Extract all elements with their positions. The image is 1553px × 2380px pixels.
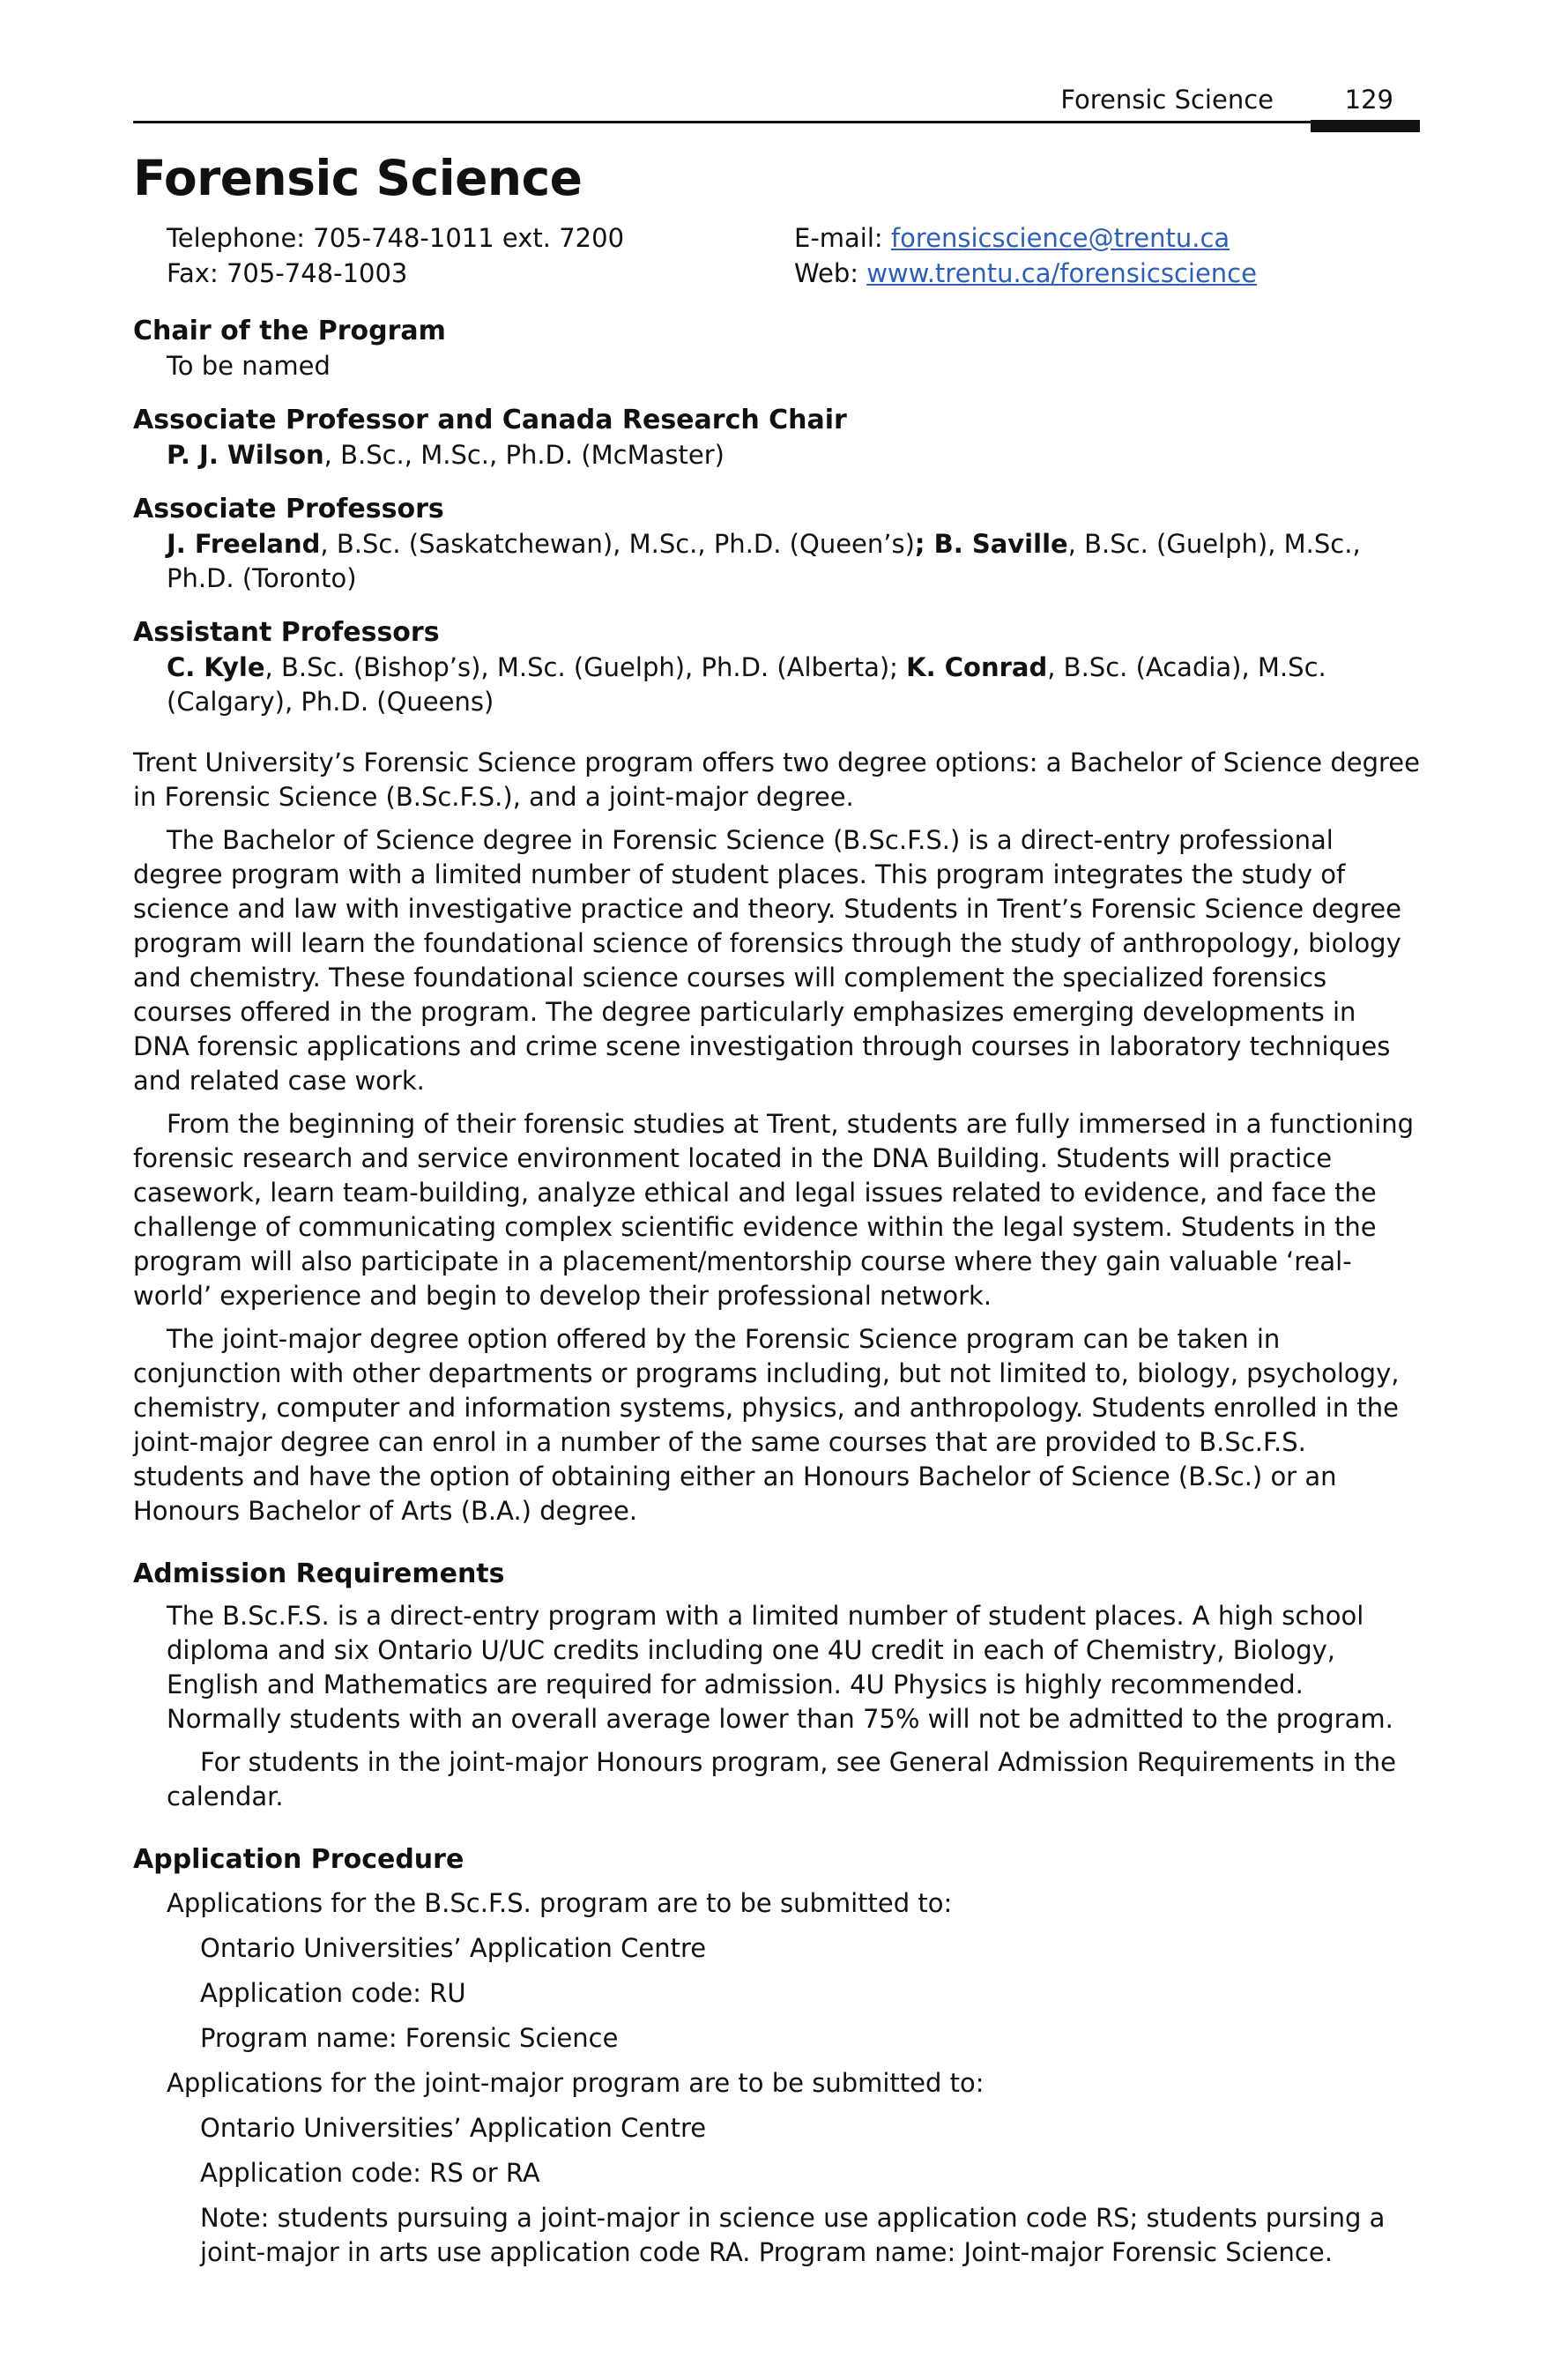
email-label: E-mail: (794, 223, 891, 253)
bsc-application-intro: Applications for the B.Sc.F.S. program are to be submitted to: (167, 1888, 953, 1918)
joint-application-centre: Ontario Universities’ Application Centre (200, 2113, 707, 2143)
assoc-chair-heading: Associate Professor and Canada Research Chair (133, 405, 847, 435)
contact-web-column (794, 220, 1257, 291)
asst-heading: Assistant Professors (133, 617, 440, 648)
assoc1-name: J. Freeland (167, 529, 321, 559)
header-rule (133, 121, 1349, 123)
bsc-application-centre: Ontario Universities’ Application Centre (200, 1933, 707, 1963)
intro-paragraph: Trent University’s Forensic Science program offers two degree options: a Bachelor of Science degree in Forensic Science (B.Sc.F.S.), and a joint-major degree. (133, 747, 1420, 812)
bsc-program-name: Program name: Forensic Science (200, 2023, 619, 2053)
asst1-name: C. Kyle (167, 652, 265, 682)
assoc2-degrees: , B.Sc. (Guelph), M.Sc., Ph.D. (Toronto) (167, 529, 1361, 593)
page-number: 129 (1344, 85, 1393, 115)
asst2-degrees: , B.Sc. (Acadia), M.Sc. (Calgary), Ph.D. (Queens) (167, 652, 1326, 717)
faculty-assoc-chair (133, 403, 1420, 472)
assoc2-name: B. Saville (933, 529, 1068, 559)
contact-block (167, 220, 1420, 291)
application-heading: Application Procedure (133, 1844, 464, 1875)
telephone: Telephone: 705-748-1011 ext. 7200 (167, 223, 625, 253)
web-label: Web: (794, 258, 867, 288)
assoc-separator: ; (914, 529, 934, 559)
assoc-chair-degrees: , B.Sc., M.Sc., Ph.D. (McMaster) (323, 440, 724, 470)
fax: Fax: 705-748-1003 (167, 258, 408, 288)
web-link[interactable]: www.trentu.ca/forensicscience (866, 258, 1257, 288)
joint-application-note: Note: students pursuing a joint-major in science use application code RS; students pursing a joint-major in arts use application code RA. Program name: Joint-major Forensic Science. (200, 2203, 1386, 2267)
assoc-chair-name: P. J. Wilson (167, 440, 324, 470)
page-title: Forensic Science (133, 150, 583, 206)
faculty-chair (133, 314, 1420, 383)
joint-major-paragraph: The joint-major degree option offered by the Forensic Science program can be taken in conjunction with other departments or programs including, but not limited to, biology, psychology, chemistry, computer and information systems, physics, and anthropology. Students enrolled in the joint-major degree can enrol in a number of the same courses that are provided to B.Sc.F.S. students and have the option of obtaining either an Honours Bachelor of Science (B.Sc.) or an Honours Bachelor of Arts (B.A.) degree. (133, 1324, 1400, 1526)
assoc-heading: Associate Professors (133, 494, 444, 524)
chair-name: To be named (167, 351, 331, 381)
chair-heading: Chair of the Program (133, 316, 446, 346)
email-line (794, 220, 1257, 256)
immersion-paragraph: From the beginning of their forensic studies at Trent, students are fully immersed in a functioning forensic research and service environment located in the DNA Building. Students will practice casework, learn team-building, analyze ethical and legal issues related to evidence, and face the challenge of communicating complex scientific evidence within the legal system. Students in the program will also participate in a placement/mentorship course where they gain valuable ‘real-world’ experience and begin to develop their professional network. (133, 1109, 1415, 1311)
admission-joint-paragraph: For students in the joint-major Honours program, see General Admission Requirements in the calendar. (167, 1747, 1396, 1811)
admission-heading: Admission Requirements (133, 1558, 505, 1589)
header-tab-bar (1311, 120, 1420, 132)
faculty-assistant (133, 615, 1420, 719)
assoc-entry (167, 527, 1420, 596)
asst2-name: K. Conrad (906, 652, 1048, 682)
bsc-application-code: Application code: RU (200, 1978, 466, 2008)
running-title: Forensic Science (1060, 85, 1274, 115)
bsc-paragraph: The Bachelor of Science degree in Forensic Science (B.Sc.F.S.) is a direct-entry professional degree program with a limited number of student places. This program integrates the study of science and law with investigative practice and theory. Students in Trent’s Forensic Science degree program will learn the foundational science of forensics through the study of anthropology, biology and chemistry. These foundational science courses will complement the specialized forensics courses offered in the program. The degree particularly emphasizes emerging developments in DNA forensic applications and crime scene investigation through courses in laboratory techniques and related case work. (133, 825, 1401, 1096)
joint-application-code: Application code: RS or RA (200, 2158, 540, 2188)
assoc-chair-entry (167, 438, 1420, 472)
faculty-associate (133, 492, 1420, 596)
admission-paragraph: The B.Sc.F.S. is a direct-entry program with a limited number of student places. A high school diploma and six Ontario U/UC credits including one 4U credit in each of Chemistry, Biology, English and Mathematics are required for admission. 4U Physics is highly recommended. Normally students with an overall average lower than 75% will not be admitted to the program. (167, 1601, 1393, 1734)
contact-phone-column (167, 220, 794, 291)
web-line (794, 256, 1257, 291)
email-link[interactable]: forensicscience@trentu.ca (890, 223, 1230, 253)
assoc1-degrees: , B.Sc. (Saskatchewan), M.Sc., Ph.D. (Queen’s) (320, 529, 915, 559)
asst1-degrees: , B.Sc. (Bishop’s), M.Sc. (Guelph), Ph.D. (Alberta); (264, 652, 907, 682)
running-header (133, 76, 1420, 123)
joint-application-intro: Applications for the joint-major program are to be submitted to: (167, 2068, 985, 2098)
asst-entry (167, 651, 1420, 719)
page (133, 76, 1420, 2280)
